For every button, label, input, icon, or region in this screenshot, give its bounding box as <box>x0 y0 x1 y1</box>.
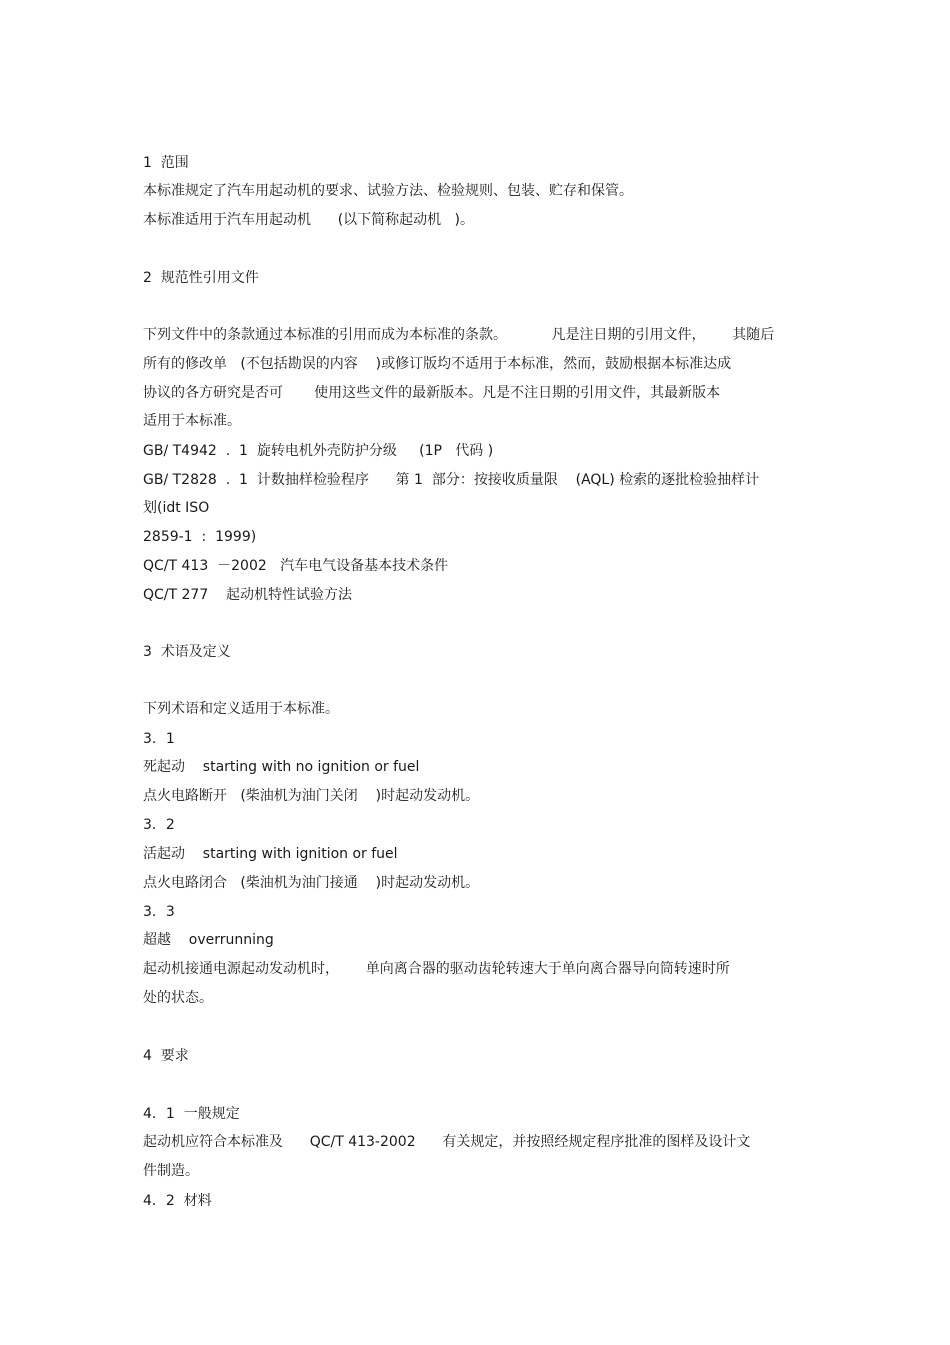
clause-4-2-heading: 4．2 材料 <box>143 1193 212 1209</box>
references-paragraph-line-4: 适用于本标准。 <box>143 413 241 429</box>
section-3-heading: 3 术语及定义 <box>143 644 231 660</box>
reference-qc-t413: QC/T 413 －2002 汽车电气设备基本技术条件 <box>143 558 449 574</box>
reference-gb-t4942: GB/ T4942 . 1 旋转电机外壳防护分级 (1P 代码 ) <box>143 443 494 459</box>
term-3-3-definition-line-2: 处的状态。 <box>143 990 213 1006</box>
reference-gb-t2828: GB/ T2828 . 1 计数抽样检验程序 第 1 部分：按接收质量限 (AQL) 检索的逐批检验抽样计 <box>143 472 760 488</box>
term-3-3-definition-line-1: 起动机接通电源起动发动机时， 单向离合器的驱动齿轮转速大于单向离合器导向筒转速时所 <box>143 961 730 977</box>
term-3-1-definition: 点火电路断开 (柴油机为油门关闭 )时起动发动机。 <box>143 788 480 804</box>
scope-paragraph-2: 本标准适用于汽车用起动机 (以下简称起动机 )。 <box>143 212 474 228</box>
section-2-heading: 2 规范性引用文件 <box>143 270 259 286</box>
references-paragraph-line-1: 下列文件中的条款通过本标准的引用而成为本标准的条款。 凡是注日期的引用文件， 其随后 <box>143 327 775 343</box>
term-3-2-title: 活起动 starting with ignition or fuel <box>143 846 398 862</box>
clause-4-1-heading: 4．1 一般规定 <box>143 1106 240 1122</box>
clause-4-1-text-line-2: 件制造。 <box>143 1163 199 1179</box>
term-3-3-title: 超越 overrunning <box>143 932 274 948</box>
term-3-1-number: 3．1 <box>143 731 175 747</box>
terms-intro: 下列术语和定义适用于本标准。 <box>143 701 339 717</box>
section-1-heading: 1 范围 <box>143 155 189 171</box>
reference-gb-t2828-cont: 划(idt ISO <box>143 500 210 516</box>
reference-iso-2859: 2859-1 : 1999) <box>143 529 257 545</box>
term-3-1-title: 死起动 starting with no ignition or fuel <box>143 759 420 775</box>
reference-qc-t277: QC/T 277 起动机特性试验方法 <box>143 587 353 603</box>
references-paragraph-line-2: 所有的修改单 (不包括勘误的内容 )或修订版均不适用于本标准，然而，鼓励根据本标准达成 <box>143 356 732 372</box>
references-paragraph-line-3: 协议的各方研究是否可 使用这些文件的最新版本。凡是不注日期的引用文件，其最新版本 <box>143 385 721 401</box>
term-3-2-definition: 点火电路闭合 (柴油机为油门接通 )时起动发动机。 <box>143 875 480 891</box>
clause-4-1-text-line-1: 起动机应符合本标准及 QC/T 413-2002 有关规定，并按照经规定程序批准的图样及设计文 <box>143 1134 751 1150</box>
term-3-3-number: 3．3 <box>143 904 175 920</box>
term-3-2-number: 3．2 <box>143 817 175 833</box>
section-4-heading: 4 要求 <box>143 1048 189 1064</box>
scope-paragraph-1: 本标准规定了汽车用起动机的要求、试验方法、检验规则、包装、贮存和保管。 <box>143 183 633 199</box>
